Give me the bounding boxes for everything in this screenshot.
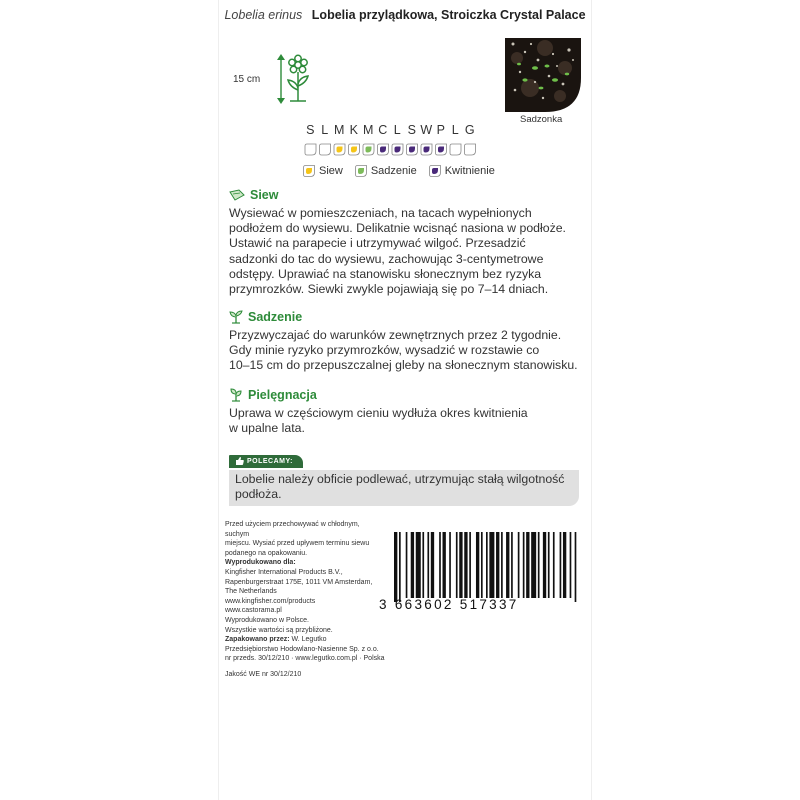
barcode-bar bbox=[496, 532, 499, 598]
section-siew bbox=[229, 188, 584, 297]
text-line: Wyprodukowano w Polsce. bbox=[225, 616, 309, 624]
section-title: Siew bbox=[250, 188, 279, 202]
recommendation-text bbox=[229, 470, 579, 506]
legal-small-print bbox=[225, 520, 385, 680]
barcode-bar bbox=[427, 532, 429, 598]
text-line: www.castorama.pl bbox=[225, 607, 282, 615]
calendar-cell bbox=[305, 144, 316, 155]
plant-care-icon bbox=[229, 388, 243, 402]
height-label: 15 cm bbox=[233, 74, 261, 85]
packed-by-line bbox=[225, 635, 385, 645]
section-text bbox=[229, 328, 584, 374]
barcode-number: 3 663602 517337 bbox=[379, 597, 519, 612]
barcode-bar bbox=[570, 532, 572, 598]
barcode-bar bbox=[399, 532, 401, 602]
text-line: Przedsiębiorstwo Hodowlano-Nasienne Sp. z o.o. bbox=[225, 645, 379, 653]
text-line: Lobelie należy obficie podlewać, utrzymując stałą wilgotność bbox=[235, 472, 565, 486]
barcode-bar bbox=[506, 532, 509, 598]
calendar-cell bbox=[320, 144, 331, 155]
legend-label: Siew bbox=[319, 165, 343, 177]
barcode-bar bbox=[394, 532, 397, 602]
packed-by-name: W. Legutko bbox=[289, 636, 327, 644]
section-text bbox=[229, 206, 584, 297]
recommendation-tab-label: POLECAMY: bbox=[247, 457, 293, 465]
barcode-bar bbox=[459, 532, 462, 598]
barcode-bar bbox=[431, 532, 434, 598]
barcode-bar bbox=[486, 532, 488, 598]
section-title: Sadzenie bbox=[248, 310, 303, 324]
text-line: przymrozków. Siewki zwykle pojawiają się po 7–14 dniach. bbox=[229, 282, 549, 297]
month-label: C bbox=[378, 123, 388, 137]
text-line: sadzonki do tac do wysiewu, zachowując 3-centymetrowe bbox=[229, 251, 544, 266]
flower-icon bbox=[285, 54, 311, 104]
seed-packet-icon bbox=[229, 189, 245, 201]
seed-packet-back bbox=[218, 0, 592, 800]
text-line: odstępy. Uprawiać na stanowisku słonecznym bez ryzyka bbox=[229, 266, 542, 281]
section-heading bbox=[229, 388, 584, 402]
barcode-bar bbox=[560, 532, 562, 598]
sprout-icon bbox=[229, 310, 243, 324]
packed-by-title: Zapakowano przez: bbox=[225, 636, 290, 644]
text-line: podłożem do wysiewu. Delikatnie wcisnąć nasiona w podłoże. bbox=[229, 221, 566, 236]
text-line: Kingfisher International Products B.V., bbox=[225, 568, 343, 576]
barcode-bar bbox=[543, 532, 546, 598]
section-sadzenie bbox=[229, 310, 584, 374]
quality-number: Jakość WE nr 30/12/210 bbox=[225, 670, 302, 678]
month-label: L bbox=[393, 123, 401, 137]
seedling-photo bbox=[505, 38, 581, 112]
barcode-bar bbox=[469, 532, 471, 598]
barcode-bar bbox=[406, 532, 408, 598]
month-label: M bbox=[363, 123, 374, 137]
month-label: S bbox=[306, 123, 315, 137]
legend-swatch-icon bbox=[355, 165, 367, 177]
product-title bbox=[219, 8, 591, 22]
month-label: W bbox=[420, 123, 433, 137]
section-heading bbox=[229, 310, 584, 324]
text-line: podanego na opakowaniu. bbox=[225, 549, 308, 557]
month-label: P bbox=[436, 123, 445, 137]
barcode-bar bbox=[443, 532, 446, 598]
text-line: Wszystkie wartości są przybliżone. bbox=[225, 626, 333, 634]
text-line: Ustawić na parapecie i utrzymywać wilgoć. Przesadzić bbox=[229, 236, 526, 251]
month-labels bbox=[303, 123, 477, 137]
text-line: Wysiewać w pomieszczeniach, na tacach wypełnionych bbox=[229, 206, 532, 220]
barcode-bar bbox=[518, 532, 520, 598]
month-label: S bbox=[407, 123, 416, 137]
section-text bbox=[229, 406, 584, 436]
legend-label: Kwitnienie bbox=[444, 165, 495, 177]
barcode-bar bbox=[553, 532, 555, 598]
barcode-bar bbox=[575, 532, 577, 602]
legend-swatch-icon bbox=[303, 165, 315, 177]
barcode-bar bbox=[501, 532, 503, 598]
text-line: Rapenburgerstraat 175E, 1011 VM Amsterdam, bbox=[225, 578, 373, 586]
barcode-bar bbox=[526, 532, 529, 598]
text-line: Przed użyciem przechowywać w chłodnym, suchym bbox=[225, 521, 360, 538]
barcode-bar bbox=[548, 532, 550, 598]
recommendation-tab bbox=[229, 455, 303, 468]
legend-item-sadzenie bbox=[355, 165, 417, 177]
month-label: K bbox=[349, 123, 358, 137]
text-line: The Netherlands bbox=[225, 588, 277, 596]
sowing-calendar bbox=[304, 143, 504, 157]
barcode-bar bbox=[538, 532, 540, 598]
barcode-bar bbox=[449, 532, 451, 598]
calendar-legend bbox=[303, 165, 507, 180]
month-label: L bbox=[451, 123, 459, 137]
barcode-bar bbox=[511, 532, 513, 598]
text-line: nr przeds. 30/12/210 · www.legutko.com.pl · Polska bbox=[225, 655, 385, 663]
text-line: miejscu. Wysiać przed upływem terminu siewu bbox=[225, 540, 370, 548]
barcode-bar bbox=[523, 532, 525, 598]
legend-swatch-icon bbox=[429, 165, 441, 177]
common-name: Lobelia przylądkowa, Stroiczka Crystal Palace bbox=[311, 8, 586, 22]
thumbs-up-icon bbox=[235, 457, 244, 465]
barcode-bar bbox=[464, 532, 467, 598]
barcode-bar bbox=[563, 532, 566, 598]
month-label: G bbox=[464, 123, 475, 137]
month-label: M bbox=[334, 123, 345, 137]
plant-height bbox=[233, 54, 313, 106]
latin-name: Lobelia erinus bbox=[224, 8, 303, 22]
produced-for-title: Wyprodukowano dla: bbox=[225, 559, 296, 567]
section-pielegnacja bbox=[229, 388, 584, 436]
barcode-bar bbox=[416, 532, 421, 598]
barcode-bar bbox=[476, 532, 479, 598]
photo-caption: Sadzonka bbox=[520, 114, 563, 125]
section-heading bbox=[229, 188, 584, 202]
barcode-bar bbox=[531, 532, 536, 598]
calendar-cell bbox=[465, 144, 476, 155]
barcode bbox=[394, 532, 578, 602]
section-title: Pielęgnacja bbox=[248, 388, 317, 402]
text-line: Przyzwyczajać do warunków zewnętrznych przez 2 tygodnie. bbox=[229, 328, 562, 342]
text-line: Gdy minie ryzyko przymrozków, wysadzić w rozstawie co bbox=[229, 343, 540, 358]
text-line: podłoża. bbox=[235, 487, 282, 502]
month-label: L bbox=[321, 123, 329, 137]
recommendation-box bbox=[229, 452, 579, 506]
barcode-bar bbox=[439, 532, 441, 598]
barcode-bar bbox=[411, 532, 414, 598]
barcode-bar bbox=[489, 532, 494, 598]
text-line: 10–15 cm do przepuszczalnej gleby na słonecznym stanowisku. bbox=[229, 358, 578, 373]
height-arrow-icon bbox=[277, 54, 285, 104]
text-line: Uprawa w częściowym cieniu wydłuża okres kwitnienia bbox=[229, 406, 528, 420]
barcode-bar bbox=[481, 532, 483, 598]
legend-label: Sadzenie bbox=[370, 165, 417, 177]
text-line: w upalne lata. bbox=[229, 421, 305, 436]
barcode-bar bbox=[456, 532, 458, 598]
text-line: www.kingfisher.com/products bbox=[225, 597, 316, 605]
calendar-cell bbox=[450, 144, 461, 155]
barcode-bar bbox=[422, 532, 424, 598]
legend-item-kwitnienie bbox=[429, 165, 495, 177]
legend-item-siew bbox=[303, 165, 343, 177]
